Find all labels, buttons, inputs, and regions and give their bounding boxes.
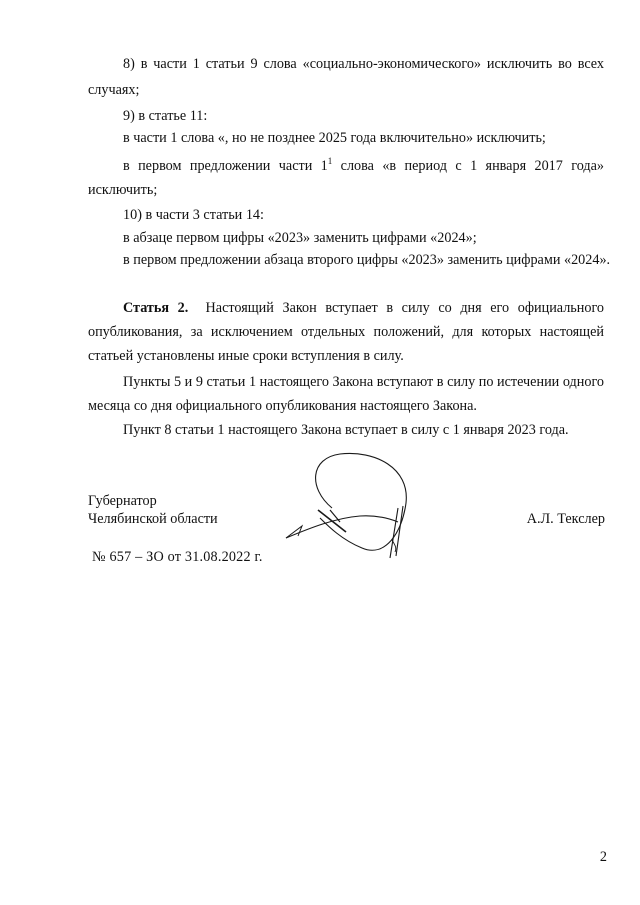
signatory-title-line1: Губернатор (88, 493, 157, 509)
amendment-9-item2-pre: в первом предложении части 1 (123, 158, 328, 174)
handwritten-signature (280, 448, 420, 568)
amendment-9-item2-line2: исключить; (88, 182, 158, 198)
signatory-title-line2: Челябинской области (88, 511, 218, 527)
amendment-9: 9) в статье 11: (123, 108, 208, 124)
article2-line3: статьей установлены иные сроки вступления в силу. (88, 348, 404, 364)
amendment-8-line2: случаях; (88, 82, 140, 98)
amendment-8-line1: 8) в части 1 статьи 9 слова «социально-экономического» исключить во всех (123, 56, 604, 72)
article2-para2-line1: Пункты 5 и 9 статьи 1 настоящего Закона вступают в силу по истечении одного (123, 374, 604, 390)
article2-line1-text: Настоящий Закон вступает в силу со дня его официального (205, 300, 605, 316)
article2-line2: опубликования, за исключением отдельных положений, для которых настоящей (88, 324, 604, 340)
law-number: № 657 – ЗО от 31.08.2022 г. (92, 549, 263, 565)
article2-line1 (123, 298, 604, 318)
article2-para2-line2: месяца со дня официального опубликования настоящего Закона. (88, 398, 477, 414)
page-number: 2 (599, 849, 607, 865)
amendment-9-item2-line1 (123, 156, 604, 176)
article2-para3: Пункт 8 статьи 1 настоящего Закона вступает в силу с 1 января 2023 года. (123, 422, 569, 438)
amendment-10: 10) в части 3 статьи 14: (123, 207, 264, 223)
amendment-9-item2-sup: 1 (327, 156, 333, 166)
amendment-9-item2-post: слова «в период с 1 января 2017 года» (332, 158, 604, 174)
amendment-9-item1: в части 1 слова «, но не позднее 2025 года включительно» исключить; (123, 130, 546, 146)
article2-heading: Статья 2. (123, 300, 189, 316)
signatory-name: А.Л. Текслер (526, 511, 605, 527)
amendment-10-item1: в абзаце первом цифры «2023» заменить цифрами «2024»; (123, 230, 477, 246)
amendment-10-item2: в первом предложении абзаца второго цифры «2023» заменить цифрами «2024». (123, 252, 611, 268)
